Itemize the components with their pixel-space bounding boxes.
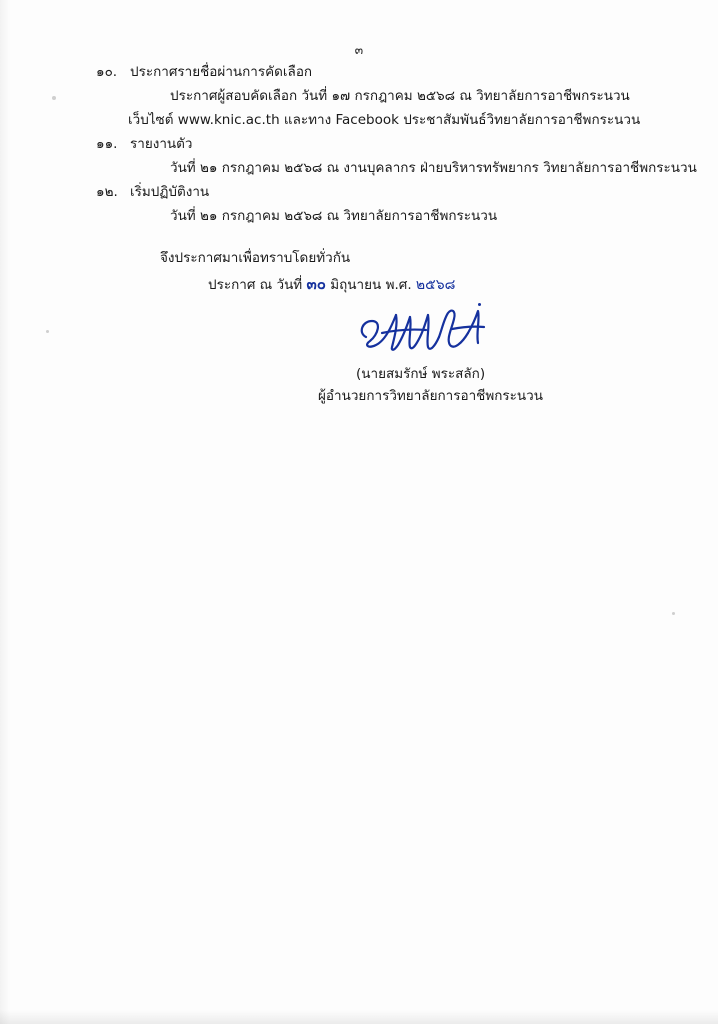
section-10-line-2: เว็บไซต์ www.knic.ac.th และทาง Facebook ประชาสัมพันธ์วิทยาลัยการอาชีพกระนวน	[128, 112, 641, 128]
section-12-title: เริ่มปฏิบัติงาน	[130, 184, 210, 200]
document-content	[0, 60, 718, 407]
signature-mark	[352, 299, 492, 363]
section-10-number: ๑๐.	[96, 64, 118, 80]
signer-name: (นายสมรักษ์ พระสลัก)	[356, 366, 486, 382]
signer-title: ผู้อำนวยการวิทยาลัยการอาชีพกระนวน	[318, 388, 543, 404]
page-number: ๓	[354, 42, 364, 57]
section-12-number: ๑๒.	[96, 184, 118, 200]
section-12-heading	[0, 180, 718, 204]
datestamp-line	[0, 272, 718, 297]
datestamp-month: มิถุนายน	[330, 277, 382, 293]
section-10-heading	[0, 60, 718, 84]
section-11	[0, 132, 718, 180]
section-11-title: รายงานตัว	[130, 136, 193, 152]
scan-edge-bottom	[0, 1010, 718, 1024]
datestamp-year: ๒๕๖๘	[415, 277, 456, 293]
section-10-title: ประกาศรายชื่อผ่านการคัดเลือก	[130, 64, 313, 80]
section-12-line-1: วันที่ ๒๑ กรกฎาคม ๒๕๖๘ ณ วิทยาลัยการอาชีพกระนวน	[170, 208, 498, 224]
section-11-line-1: วันที่ ๒๑ กรกฎาคม ๒๕๖๘ ณ งานบุคลากร ฝ่ายบริหารทรัพยากร วิทยาลัยการอาชีพกระนวน	[170, 160, 697, 176]
section-10-line-1: ประกาศผู้สอบคัดเลือก วันที่ ๑๗ กรกฎาคม ๒๕๖๘ ณ วิทยาลัยการอาชีพกระนวน	[170, 88, 630, 104]
section-11-number: ๑๑.	[96, 136, 118, 152]
closing-statement: จึงประกาศมาเพื่อทราบโดยทั่วกัน	[160, 250, 351, 266]
section-11-heading	[0, 132, 718, 156]
datestamp-handwritten-day: ๓๐	[306, 275, 326, 293]
signature-area	[0, 299, 718, 363]
scan-speck	[672, 612, 675, 615]
datestamp-year-prefix: พ.ศ.	[385, 277, 412, 293]
section-12	[0, 180, 718, 228]
datestamp-prefix: ประกาศ ณ วันที่	[208, 277, 303, 293]
section-10	[0, 60, 718, 132]
